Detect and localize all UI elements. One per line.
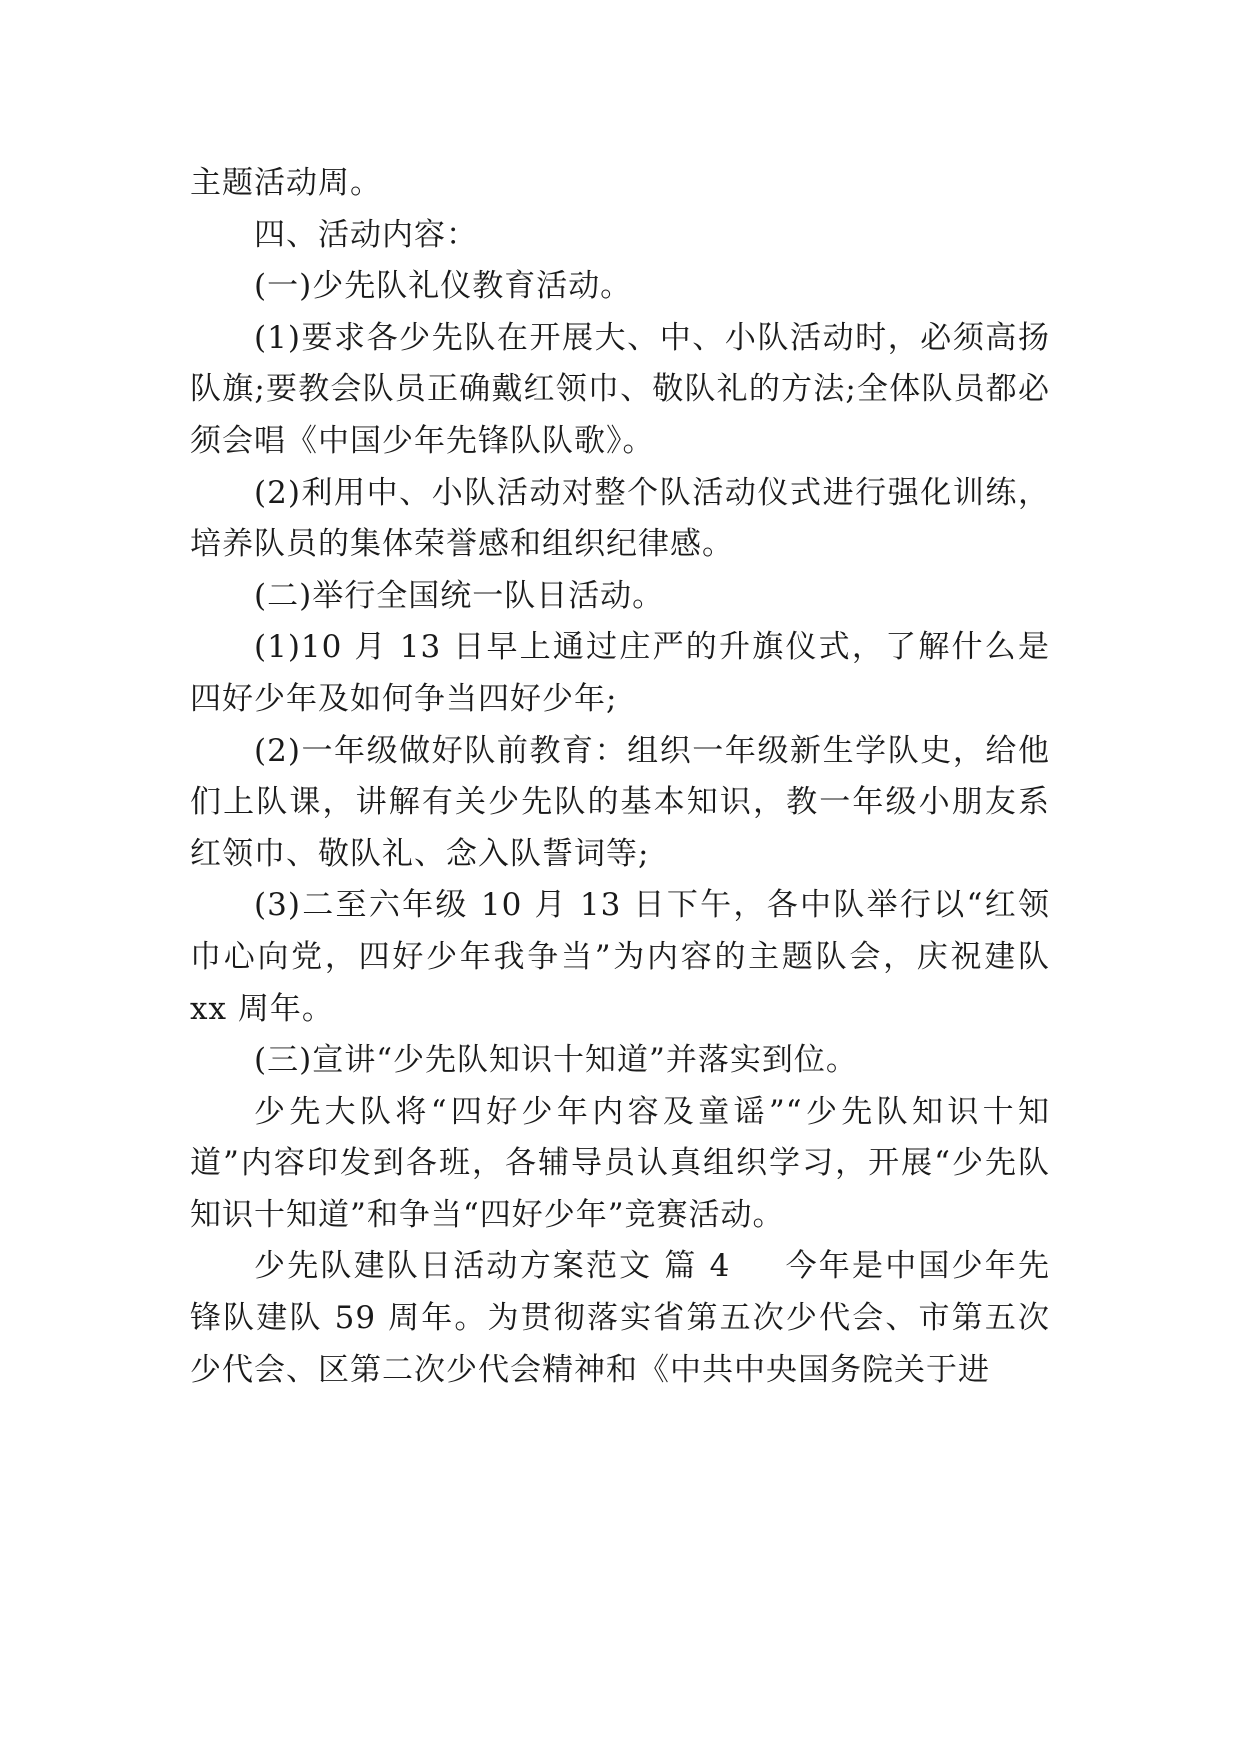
article-heading: 少先队建队日活动方案范文 篇 4 — [254, 1248, 731, 1285]
paragraph: 主题活动周。 — [190, 165, 382, 201]
paragraph: (2)利用中、小队活动对整个队活动仪式进行强化训练，培养队员的集体荣誉感和组织纪律感。 — [190, 474, 1050, 563]
section-heading: 四、活动内容： — [254, 216, 478, 253]
subsection-heading: (三)宣讲“少先队知识十知道”并落实到位。 — [254, 1042, 858, 1079]
subsection-heading: (一)少先队礼仪教育活动。 — [254, 268, 633, 305]
subsection-heading: (二)举行全国统一队日活动。 — [254, 577, 665, 614]
paragraph: (1)10 月 13 日早上通过庄严的升旗仪式，了解什么是四好少年及如何争当四好少年; — [190, 629, 1050, 717]
paragraph: (2)一年级做好队前教育：组织一年级新生学队史，给他们上队课，讲解有关少先队的基本知识，教一年级小朋友系红领巾、敬队礼、念入队誓词等; — [190, 732, 1050, 872]
paragraph: (3)二至六年级 10 月 13 日下午，各中队举行以“红领巾心向党，四好少年我争当”为内容的主题队会，庆祝建队 xx 周年。 — [190, 887, 1050, 1027]
article-body: 今年是中国少年先锋队建队 59 周年。为贯彻落实省第五次少代会、市第五次少代会、区第二次少代会精神和《中共中央国务院关于进 — [190, 1248, 1050, 1388]
paragraph: (1)要求各少先队在开展大、中、小队活动时，必须高扬队旗;要教会队员正确戴红领巾、敬队礼的方法;全体队员都必须会唱《中国少年先锋队队歌》。 — [190, 319, 1050, 459]
article-intro — [190, 1241, 1050, 1396]
document-body — [190, 158, 1050, 1396]
paragraph: 少先大队将“四好少年内容及童谣”“少先队知识十知道”内容印发到各班，各辅导员认真组织学习，开展“少先队知识十知道”和争当“四好少年”竞赛活动。 — [190, 1093, 1050, 1233]
